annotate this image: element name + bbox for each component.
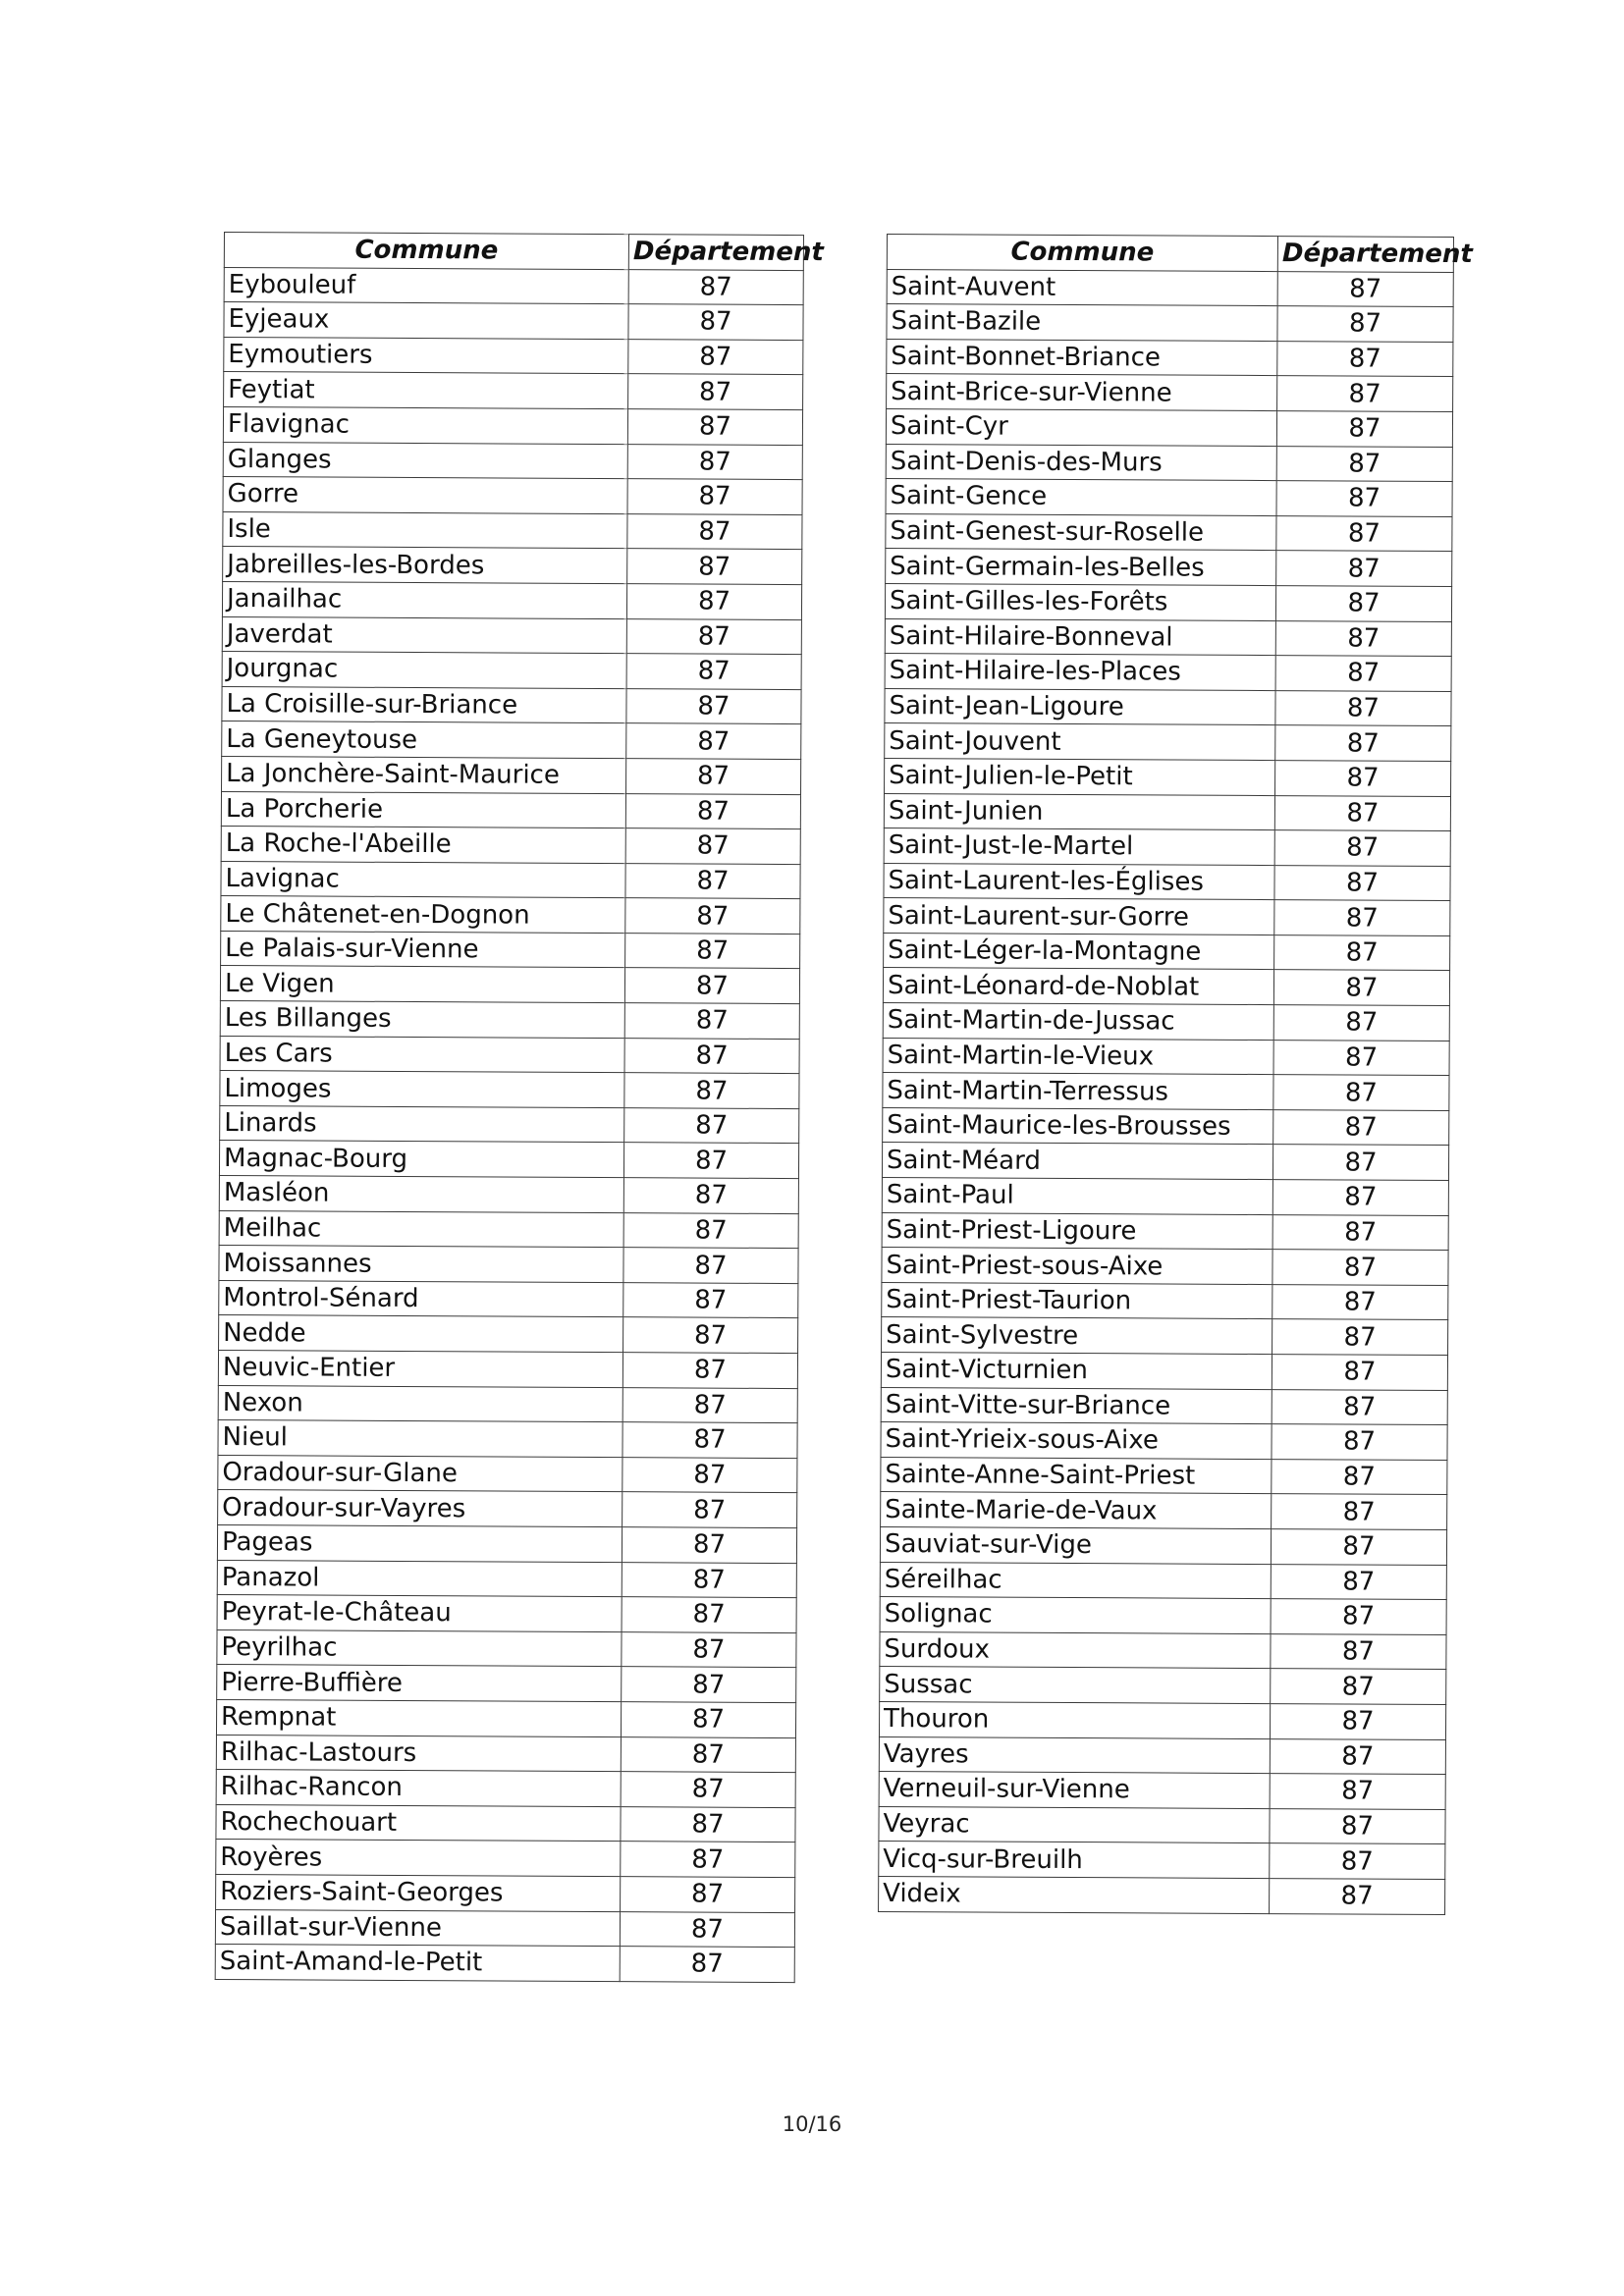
commune-cell: Saint-Victurnien — [881, 1352, 1272, 1389]
departement-cell: 87 — [1271, 1669, 1446, 1705]
departement-cell: 87 — [1273, 1040, 1449, 1076]
departement-cell: 87 — [626, 618, 801, 655]
departement-cell: 87 — [622, 1527, 796, 1564]
commune-cell: Saint-Maurice-les-Brousses — [883, 1107, 1273, 1145]
table-row — [884, 898, 1450, 936]
commune-cell: Saint-Martin-Terressus — [883, 1073, 1273, 1110]
table-row — [222, 581, 801, 619]
departement-cell: 87 — [1270, 1738, 1445, 1775]
commune-cell: Le Châtenet-en-Dognon — [221, 896, 625, 934]
table-row — [223, 511, 802, 550]
commune-cell: Solignac — [880, 1597, 1271, 1634]
table-row — [217, 1524, 796, 1563]
departement-cell: 87 — [1274, 934, 1450, 971]
commune-cell: Saint-Méard — [882, 1143, 1272, 1180]
commune-cell: Thouron — [879, 1701, 1270, 1738]
commune-cell: Saint-Martin-le-Vieux — [883, 1038, 1273, 1075]
communes-table-left-body — [215, 267, 803, 1982]
commune-cell: Panazol — [217, 1560, 622, 1597]
table-row — [220, 1001, 799, 1040]
table-row — [881, 1422, 1447, 1461]
table-row — [218, 1490, 797, 1528]
departement-column-header: Département — [628, 235, 803, 271]
departement-cell: 87 — [623, 1143, 798, 1179]
table-row — [883, 1073, 1449, 1111]
departement-cell: 87 — [1271, 1633, 1446, 1670]
departement-cell: 87 — [623, 1317, 798, 1354]
commune-cell: Jabreilles-les-Bordes — [223, 547, 627, 584]
commune-cell: Saint-Priest-Ligoure — [882, 1212, 1272, 1250]
departement-cell: 87 — [1274, 900, 1450, 936]
table-row — [222, 756, 801, 794]
table-row — [222, 721, 801, 760]
departement-cell: 87 — [623, 1422, 797, 1459]
commune-cell: Saint-Paul — [882, 1178, 1272, 1215]
departement-cell: 87 — [1272, 1214, 1448, 1251]
departement-cell: 87 — [1272, 1355, 1447, 1391]
commune-cell: Saint-Gilles-les-Forêts — [885, 583, 1275, 620]
departement-cell: 87 — [1270, 1843, 1445, 1880]
table-row — [216, 1804, 795, 1842]
table-row — [879, 1772, 1445, 1810]
table-row — [886, 513, 1452, 552]
table-row — [221, 861, 800, 899]
table-row — [218, 1350, 797, 1388]
table-row — [221, 896, 800, 934]
table-row — [884, 933, 1450, 971]
departement-cell: 87 — [1271, 1529, 1446, 1566]
commune-cell: Saint-Priest-Taurion — [882, 1282, 1272, 1319]
commune-cell: Sauviat-sur-Vige — [880, 1526, 1271, 1564]
commune-cell: Saint-Laurent-les-Églises — [884, 863, 1274, 900]
departement-cell: 87 — [626, 654, 801, 690]
departement-cell: 87 — [621, 1877, 795, 1913]
table-row — [217, 1560, 796, 1598]
table-row — [222, 616, 801, 655]
departement-cell: 87 — [1276, 446, 1452, 482]
departement-cell: 87 — [627, 444, 802, 480]
departement-cell: 87 — [623, 1212, 798, 1249]
departement-cell: 87 — [628, 304, 803, 341]
table-row — [879, 1876, 1445, 1914]
departement-cell: 87 — [1270, 1878, 1445, 1914]
commune-cell: Eybouleuf — [224, 267, 628, 304]
commune-cell: Glanges — [223, 442, 627, 479]
table-row — [222, 652, 801, 690]
commune-cell: Saint-Martin-de-Jussac — [883, 1003, 1273, 1041]
commune-cell: Montrol-Sénard — [219, 1280, 623, 1317]
table-row — [883, 1107, 1449, 1146]
commune-cell: Saint-Junien — [884, 793, 1274, 830]
departement-cell: 87 — [627, 513, 802, 550]
departement-cell: 87 — [1277, 306, 1453, 343]
table-row — [224, 372, 803, 410]
commune-cell: Pageas — [217, 1524, 622, 1562]
table-row — [219, 1176, 798, 1214]
departement-cell: 87 — [621, 1842, 795, 1878]
departement-cell: 87 — [1275, 586, 1451, 622]
table-row — [880, 1526, 1446, 1565]
commune-cell: Saillat-sur-Vienne — [215, 1909, 620, 1947]
departement-cell: 87 — [621, 1736, 795, 1773]
table-row — [219, 1280, 798, 1318]
commune-cell: Peyrilhac — [217, 1629, 622, 1667]
departement-cell: 87 — [627, 409, 802, 446]
commune-cell: Oradour-sur-Glane — [218, 1455, 623, 1492]
table-row — [885, 618, 1451, 657]
departement-cell: 87 — [622, 1667, 796, 1703]
commune-cell: Javerdat — [222, 616, 626, 654]
departement-cell: 87 — [624, 1107, 799, 1144]
commune-cell: Eyjeaux — [224, 302, 628, 340]
table-header-row — [887, 235, 1453, 273]
departement-cell: 87 — [626, 584, 801, 620]
table-row — [216, 1874, 795, 1912]
communes-table-left — [215, 232, 824, 1983]
departement-cell: 87 — [628, 339, 803, 375]
commune-cell: Saint-Gence — [886, 479, 1276, 516]
commune-cell: Sussac — [880, 1667, 1271, 1704]
departement-cell: 87 — [621, 1702, 795, 1738]
departement-cell: 87 — [1277, 341, 1453, 377]
commune-cell: Royères — [216, 1840, 621, 1877]
departement-cell: 87 — [626, 688, 801, 724]
table-row — [221, 931, 800, 969]
commune-cell: Magnac-Bourg — [219, 1141, 623, 1178]
departement-cell: 87 — [627, 549, 802, 585]
commune-cell: Saint-Laurent-sur-Gorre — [884, 898, 1274, 935]
table-row — [880, 1562, 1446, 1600]
table-row — [883, 1038, 1449, 1076]
commune-cell: Saint-Vitte-sur-Briance — [881, 1387, 1272, 1424]
table-row — [886, 479, 1452, 517]
commune-cell: Isle — [223, 511, 627, 549]
commune-cell: Vicq-sur-Breuilh — [879, 1842, 1270, 1879]
commune-cell: Rilhac-Rancon — [216, 1770, 621, 1807]
table-row — [881, 1352, 1447, 1390]
table-row — [880, 1667, 1446, 1705]
table-row — [218, 1420, 797, 1459]
table-row — [223, 547, 802, 585]
departement-cell: 87 — [622, 1631, 796, 1668]
table-row — [882, 1248, 1448, 1286]
commune-cell: Oradour-sur-Vayres — [218, 1490, 623, 1527]
table-row — [220, 1105, 799, 1144]
commune-cell: Saint-Amand-le-Petit — [215, 1945, 620, 1982]
table-row — [219, 1315, 798, 1354]
table-row — [216, 1840, 795, 1878]
departement-cell: 87 — [623, 1248, 798, 1284]
table-row — [885, 688, 1451, 726]
commune-cell: Saint-Léger-la-Montagne — [884, 933, 1274, 970]
commune-cell: Limoges — [220, 1071, 624, 1108]
departement-cell: 87 — [1272, 1284, 1448, 1320]
commune-cell: Saint-Brice-sur-Vienne — [887, 374, 1277, 411]
commune-cell: Janailhac — [222, 581, 626, 618]
departement-cell: 87 — [1273, 1075, 1449, 1111]
table-row — [222, 686, 801, 724]
departement-cell: 87 — [623, 1457, 797, 1493]
commune-cell: Moissannes — [219, 1246, 623, 1283]
commune-cell: Les Cars — [220, 1036, 624, 1073]
departement-cell: 87 — [625, 793, 800, 829]
page-number: 10/16 — [782, 2112, 842, 2136]
departement-cell: 87 — [1272, 1145, 1448, 1181]
departement-cell: 87 — [1272, 1250, 1448, 1286]
table-row — [887, 374, 1453, 412]
commune-cell: Saint-Julien-le-Petit — [885, 758, 1275, 795]
commune-cell: La Jonchère-Saint-Maurice — [222, 756, 626, 793]
commune-cell: Eymoutiers — [224, 337, 628, 374]
commune-cell: Rempnat — [216, 1699, 621, 1736]
table-row — [884, 828, 1450, 867]
departement-cell: 87 — [1276, 515, 1452, 552]
departement-cell: 87 — [1273, 1109, 1449, 1146]
commune-cell: Neuvic-Entier — [218, 1350, 623, 1387]
departement-cell: 87 — [1272, 1459, 1447, 1495]
table-row — [219, 1246, 798, 1284]
table-row — [217, 1595, 796, 1633]
commune-column-header: Commune — [224, 233, 628, 270]
commune-cell: Nexon — [218, 1385, 623, 1422]
commune-cell: Saint-Germain-les-Belles — [886, 549, 1276, 586]
commune-cell: Saint-Léonard-de-Noblat — [883, 968, 1273, 1005]
departement-cell: 87 — [625, 828, 800, 865]
table-row — [881, 1387, 1447, 1425]
departement-cell: 87 — [623, 1178, 798, 1214]
table-row — [886, 444, 1452, 482]
departement-cell: 87 — [1274, 830, 1450, 867]
commune-cell: Sainte-Marie-de-Vaux — [881, 1492, 1272, 1529]
departement-cell: 87 — [624, 1003, 799, 1040]
commune-cell: Pierre-Buffière — [217, 1665, 622, 1702]
communes-table-right-body — [879, 269, 1454, 1914]
departement-cell: 87 — [621, 1806, 795, 1842]
departement-cell: 87 — [1270, 1774, 1445, 1810]
table-row — [221, 827, 800, 865]
departement-cell: 87 — [1272, 1389, 1447, 1425]
table-row — [217, 1629, 796, 1668]
table-row — [886, 549, 1452, 587]
table-row — [886, 408, 1452, 447]
departement-cell: 87 — [623, 1492, 797, 1528]
table-row — [885, 654, 1451, 692]
commune-cell: La Roche-l'Abeille — [221, 827, 625, 864]
departement-cell: 87 — [1271, 1599, 1446, 1635]
departement-cell: 87 — [622, 1597, 796, 1633]
departement-cell: 87 — [1274, 795, 1450, 831]
departement-cell: 87 — [1275, 690, 1451, 726]
table-row — [219, 1141, 798, 1179]
table-row — [882, 1178, 1448, 1216]
commune-cell: Surdoux — [880, 1631, 1271, 1669]
commune-cell: Rilhac-Lastours — [216, 1735, 621, 1772]
commune-column-header: Commune — [887, 235, 1277, 272]
commune-cell: Jourgnac — [222, 652, 626, 689]
departement-cell: 87 — [620, 1911, 794, 1948]
commune-cell: Linards — [220, 1105, 624, 1143]
commune-cell: Saint-Sylvestre — [882, 1317, 1272, 1355]
table-row — [887, 339, 1453, 377]
commune-cell: Saint-Bonnet-Briance — [887, 339, 1277, 376]
commune-cell: La Geneytouse — [222, 721, 626, 759]
departement-cell: 87 — [625, 934, 800, 970]
departement-cell: 87 — [1270, 1808, 1445, 1844]
commune-cell: Saint-Hilaire-Bonneval — [885, 618, 1275, 656]
departement-cell: 87 — [1272, 1424, 1447, 1461]
departement-cell: 87 — [1276, 551, 1452, 587]
departement-cell: 87 — [1276, 411, 1452, 448]
departement-cell: 87 — [1275, 760, 1451, 796]
commune-cell: Sainte-Anne-Saint-Priest — [881, 1457, 1272, 1494]
communes-table-right — [878, 234, 1473, 1915]
commune-cell: Saint-Auvent — [887, 269, 1277, 306]
departement-cell: 87 — [627, 479, 802, 515]
commune-cell: Séreilhac — [880, 1562, 1271, 1599]
commune-cell: Videix — [879, 1876, 1270, 1913]
departement-cell: 87 — [621, 1772, 795, 1808]
departement-column-header: Département — [1277, 237, 1453, 273]
departement-cell: 87 — [623, 1282, 798, 1318]
departement-cell: 87 — [622, 1562, 796, 1598]
commune-cell: Saint-Jean-Ligoure — [885, 688, 1275, 725]
commune-cell: Saint-Jouvent — [885, 723, 1275, 761]
departement-cell: 87 — [626, 759, 801, 795]
table-row — [224, 337, 803, 375]
departement-cell: 87 — [1271, 1564, 1446, 1600]
table-row — [215, 1945, 794, 1983]
table-row — [883, 1003, 1449, 1041]
table-row — [219, 1210, 798, 1249]
commune-cell: Peyrat-le-Château — [217, 1595, 622, 1632]
table-row — [215, 1909, 794, 1948]
departement-cell: 87 — [628, 374, 803, 410]
table-row — [884, 793, 1450, 831]
table-row — [880, 1597, 1446, 1635]
departement-cell: 87 — [1275, 656, 1451, 692]
departement-cell: 87 — [628, 269, 803, 305]
departement-cell: 87 — [1275, 725, 1451, 762]
commune-cell: Saint-Bazile — [887, 304, 1277, 342]
table-row — [887, 269, 1453, 307]
table-row — [224, 302, 803, 341]
table-row — [885, 583, 1451, 621]
departement-cell: 87 — [624, 1038, 799, 1074]
departement-cell: 87 — [623, 1353, 797, 1389]
departement-cell: 87 — [1277, 271, 1453, 307]
departement-cell: 87 — [1276, 481, 1452, 517]
commune-cell: Veyrac — [879, 1806, 1270, 1843]
departement-cell: 87 — [626, 723, 801, 760]
table-row — [884, 863, 1450, 901]
table-row — [224, 267, 803, 305]
commune-cell: Le Vigen — [220, 966, 624, 1003]
table-row — [216, 1735, 795, 1773]
table-row — [217, 1665, 796, 1703]
commune-cell: La Porcherie — [221, 791, 625, 828]
commune-cell: Saint-Cyr — [886, 408, 1276, 446]
commune-cell: Nedde — [219, 1315, 623, 1353]
table-row — [879, 1806, 1445, 1844]
commune-cell: Roziers-Saint-Georges — [216, 1874, 621, 1911]
commune-cell: Gorre — [223, 477, 627, 514]
departement-cell: 87 — [625, 898, 800, 934]
table-row — [879, 1842, 1445, 1880]
departement-cell: 87 — [625, 863, 800, 899]
departement-cell: 87 — [1274, 865, 1450, 901]
table-row — [885, 758, 1451, 796]
departement-cell: 87 — [1272, 1319, 1448, 1356]
table-row — [887, 304, 1453, 343]
table-row — [220, 1036, 799, 1074]
table-row — [883, 968, 1449, 1006]
table-header-row — [224, 233, 803, 271]
table-row — [223, 406, 802, 445]
departement-cell: 87 — [1270, 1704, 1445, 1740]
commune-cell: Saint-Priest-sous-Aixe — [882, 1248, 1272, 1285]
table-row — [221, 791, 800, 829]
departement-cell: 87 — [1277, 376, 1453, 412]
table-row — [220, 1071, 799, 1109]
commune-cell: Les Billanges — [220, 1001, 624, 1039]
commune-cell: Meilhac — [219, 1210, 623, 1248]
departement-cell: 87 — [1272, 1494, 1447, 1530]
table-row — [882, 1317, 1448, 1356]
table-row — [223, 477, 802, 515]
departement-cell: 87 — [1273, 1005, 1449, 1041]
commune-cell: Vayres — [879, 1736, 1270, 1774]
departement-cell: 87 — [623, 1387, 797, 1423]
table-row — [218, 1455, 797, 1493]
commune-cell: Saint-Denis-des-Murs — [886, 444, 1276, 481]
table-row — [879, 1701, 1445, 1739]
table-row — [882, 1212, 1448, 1251]
departement-cell: 87 — [1273, 970, 1449, 1006]
commune-cell: Saint-Hilaire-les-Places — [885, 654, 1275, 691]
table-row — [216, 1770, 795, 1808]
commune-cell: Rochechouart — [216, 1804, 621, 1842]
commune-cell: Feytiat — [224, 372, 628, 409]
commune-cell: Le Palais-sur-Vienne — [221, 931, 625, 968]
departement-cell: 87 — [1275, 620, 1451, 657]
commune-cell: Lavignac — [221, 861, 625, 898]
commune-cell: Flavignac — [223, 406, 627, 444]
commune-cell: Saint-Just-le-Martel — [884, 828, 1274, 866]
commune-cell: Masléon — [219, 1176, 623, 1213]
table-row — [218, 1385, 797, 1423]
table-row — [881, 1492, 1447, 1530]
commune-cell: La Croisille-sur-Briance — [222, 686, 626, 723]
departement-cell: 87 — [620, 1947, 794, 1983]
table-row — [880, 1631, 1446, 1670]
commune-cell: Saint-Yrieix-sous-Aixe — [881, 1422, 1272, 1460]
departement-cell: 87 — [624, 968, 799, 1004]
commune-cell: Saint-Genest-sur-Roselle — [886, 513, 1276, 551]
commune-cell: Verneuil-sur-Vienne — [879, 1772, 1270, 1809]
commune-cell: Nieul — [218, 1420, 623, 1458]
table-row — [882, 1143, 1448, 1181]
table-row — [220, 966, 799, 1004]
table-row — [881, 1457, 1447, 1495]
table-row — [216, 1699, 795, 1737]
table-row — [879, 1736, 1445, 1775]
departement-cell: 87 — [1272, 1180, 1448, 1216]
table-row — [885, 723, 1451, 762]
table-row — [223, 442, 802, 480]
departement-cell: 87 — [624, 1073, 799, 1109]
table-row — [882, 1282, 1448, 1320]
